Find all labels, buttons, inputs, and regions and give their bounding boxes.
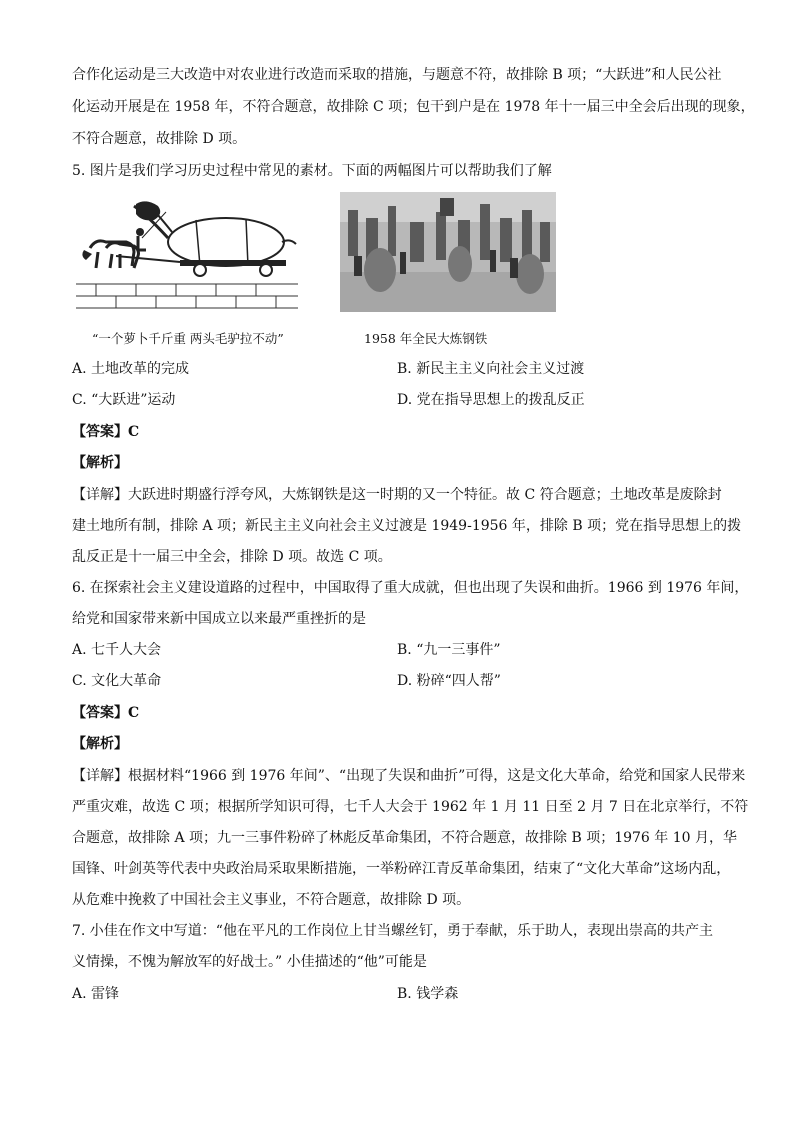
option-b: B. 钱学森 [397, 986, 459, 1002]
question-6-stem: 6. 在探索社会主义建设道路的过程中，中国取得了重大成就，但也出现了失误和曲折。1966 到 1976 年间， [72, 580, 749, 596]
text-line: 合题意，故排除 A 项；九一三事件粉碎了林彪反革命集团，不符合题意，故排除 B 项；1976 年 10 月，华 [72, 830, 737, 846]
text-line: 乱反正是十一届三中全会，排除 D 项。故选 C 项。 [72, 549, 392, 565]
option-b: B. “九一三事件” [397, 642, 501, 658]
option-c: C. 文化大革命 [72, 673, 162, 689]
answer-label: 【答案】C [72, 705, 140, 721]
left-figure-caption: “一个萝卜千斤重 两头毛驴拉不动” [92, 331, 284, 346]
text-line: 建土地所有制，排除 A 项；新民主主义向社会主义过渡是 1949-1956 年，排除 B 项；党在指导思想上的拨 [72, 518, 742, 534]
text-line: 【详解】根据材料“1966 到 1976 年间”、“出现了失误和曲折”可得，这是文化大革命，给党和国家人民带来 [72, 768, 746, 784]
option-a: A. 七千人大会 [72, 642, 162, 658]
option-a: A. 雷锋 [72, 986, 120, 1002]
question-5-stem: 5. 图片是我们学习历史过程中常见的素材。下面的两幅图片可以帮助我们了解 [72, 163, 552, 179]
option-d: D. 粉碎“四人帮” [397, 673, 501, 689]
question-7-stem: 7. 小佳在作文中写道：“他在平凡的工作岗位上甘当螺丝钉，勇于奉献，乐于助人，表现出崇高的共产主 [72, 923, 713, 939]
text-line: 合作化运动是三大改造中对农业进行改造而采取的措施，与题意不符，故排除 B 项；“大跃进”和人民公社 [72, 67, 722, 83]
text-line: 化运动开展是在 1958 年，不符合题意，故排除 C 项；包干到户是在 1978 年十一届三中全会后出现的现象， [72, 99, 755, 115]
right-figure-caption: 1958 年全民大炼钢铁 [364, 331, 488, 346]
text-line: 从危难中挽救了中国社会主义事业，不符合题意，故排除 D 项。 [72, 892, 471, 908]
radish-cart-cartoon [76, 192, 298, 318]
text-line: 国锋、叶剑英等代表中央政治局采取果断措施，一举粉碎江青反革命集团，结束了“文化大革命”这场内乱， [72, 861, 731, 877]
text-line: 严重灾难，故选 C 项；根据所学知识可得，七千人大会于 1962 年 1 月 11 日至 2 月 7 日在北京举行，不符 [72, 799, 749, 815]
analysis-label: 【解析】 [72, 455, 128, 471]
text-line: 【详解】大跃进时期盛行浮夸风，大炼钢铁是这一时期的又一个特征。故 C 符合题意；土地改革是废除封 [72, 487, 722, 503]
text-line: 不符合题意，故排除 D 项。 [72, 131, 247, 147]
option-b: B. 新民主主义向社会主义过渡 [397, 361, 585, 377]
option-c: C. “大跃进”运动 [72, 392, 176, 408]
option-d: D. 党在指导思想上的拨乱反正 [397, 392, 585, 408]
answer-label: 【答案】C [72, 424, 140, 440]
analysis-label: 【解析】 [72, 736, 128, 752]
steel-making-photo [340, 192, 556, 312]
option-a: A. 土地改革的完成 [72, 361, 190, 377]
question-6-stem: 给党和国家带来新中国成立以来最严重挫折的是 [72, 611, 366, 627]
question-7-stem: 义情操，不愧为解放军的好战士。” 小佳描述的“他”可能是 [72, 954, 427, 970]
